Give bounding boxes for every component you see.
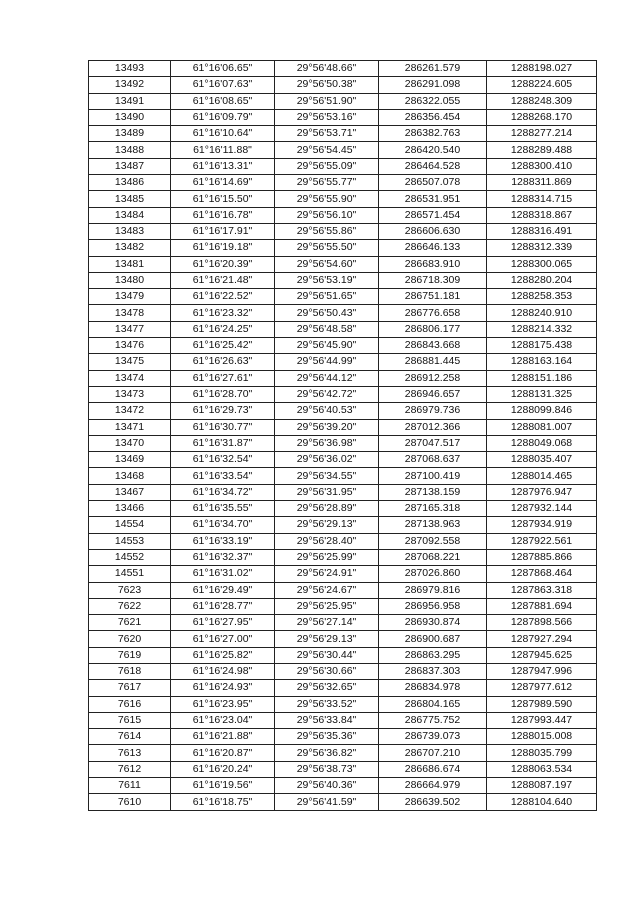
coordinates-table (88, 60, 597, 811)
easting-cell: 287012.366 (379, 419, 487, 435)
point-id-cell: 13478 (89, 305, 171, 321)
longitude-cell: 61°16'34.70" (171, 517, 275, 533)
table-row (89, 256, 597, 272)
longitude-cell: 61°16'35.55" (171, 501, 275, 517)
table-row (89, 126, 597, 142)
table-row (89, 582, 597, 598)
northing-cell: 1287863.318 (487, 582, 597, 598)
easting-cell: 286775.752 (379, 712, 487, 728)
northing-cell: 1288289.488 (487, 142, 597, 158)
point-id-cell: 13490 (89, 109, 171, 125)
longitude-cell: 61°16'20.24" (171, 761, 275, 777)
northing-cell: 1288035.799 (487, 745, 597, 761)
table-row (89, 109, 597, 125)
table-row (89, 696, 597, 712)
point-id-cell: 7621 (89, 615, 171, 631)
easting-cell: 286707.210 (379, 745, 487, 761)
easting-cell: 286464.528 (379, 158, 487, 174)
point-id-cell: 7612 (89, 761, 171, 777)
northing-cell: 1288311.869 (487, 175, 597, 191)
latitude-cell: 29°56'55.50" (275, 240, 379, 256)
latitude-cell: 29°56'54.45" (275, 142, 379, 158)
table-row (89, 435, 597, 451)
longitude-cell: 61°16'08.65" (171, 93, 275, 109)
latitude-cell: 29°56'34.55" (275, 468, 379, 484)
table-row (89, 305, 597, 321)
northing-cell: 1288224.605 (487, 77, 597, 93)
easting-cell: 286664.979 (379, 778, 487, 794)
table-row (89, 77, 597, 93)
easting-cell: 287138.963 (379, 517, 487, 533)
northing-cell: 1288300.410 (487, 158, 597, 174)
table-row (89, 289, 597, 305)
table-row (89, 761, 597, 777)
table-row (89, 712, 597, 728)
point-id-cell: 13470 (89, 435, 171, 451)
northing-cell: 1288087.197 (487, 778, 597, 794)
longitude-cell: 61°16'17.91" (171, 223, 275, 239)
longitude-cell: 61°16'33.54" (171, 468, 275, 484)
northing-cell: 1288163.164 (487, 354, 597, 370)
table-row (89, 631, 597, 647)
latitude-cell: 29°56'50.43" (275, 305, 379, 321)
latitude-cell: 29°56'35.36" (275, 729, 379, 745)
longitude-cell: 61°16'28.77" (171, 598, 275, 614)
table-row (89, 663, 597, 679)
point-id-cell: 13493 (89, 61, 171, 77)
point-id-cell: 13475 (89, 354, 171, 370)
northing-cell: 1288081.007 (487, 419, 597, 435)
longitude-cell: 61°16'23.32" (171, 305, 275, 321)
northing-cell: 1288280.204 (487, 272, 597, 288)
longitude-cell: 61°16'25.42" (171, 338, 275, 354)
northing-cell: 1288104.640 (487, 794, 597, 810)
point-id-cell: 13483 (89, 223, 171, 239)
table-row (89, 729, 597, 745)
table-row (89, 501, 597, 517)
longitude-cell: 61°16'31.87" (171, 435, 275, 451)
longitude-cell: 61°16'28.70" (171, 386, 275, 402)
point-id-cell: 13479 (89, 289, 171, 305)
longitude-cell: 61°16'14.69" (171, 175, 275, 191)
northing-cell: 1288063.534 (487, 761, 597, 777)
latitude-cell: 29°56'56.10" (275, 207, 379, 223)
longitude-cell: 61°16'27.00" (171, 631, 275, 647)
point-id-cell: 7613 (89, 745, 171, 761)
table-row (89, 517, 597, 533)
latitude-cell: 29°56'30.66" (275, 663, 379, 679)
latitude-cell: 29°56'25.95" (275, 598, 379, 614)
longitude-cell: 61°16'23.04" (171, 712, 275, 728)
table-row (89, 370, 597, 386)
northing-cell: 1288258.353 (487, 289, 597, 305)
latitude-cell: 29°56'29.13" (275, 517, 379, 533)
northing-cell: 1287932.144 (487, 501, 597, 517)
northing-cell: 1287885.866 (487, 549, 597, 565)
latitude-cell: 29°56'53.71" (275, 126, 379, 142)
easting-cell: 286639.502 (379, 794, 487, 810)
longitude-cell: 61°16'24.25" (171, 321, 275, 337)
latitude-cell: 29°56'24.67" (275, 582, 379, 598)
point-id-cell: 13480 (89, 272, 171, 288)
easting-cell: 286356.454 (379, 109, 487, 125)
longitude-cell: 61°16'34.72" (171, 484, 275, 500)
easting-cell: 286261.579 (379, 61, 487, 77)
table-row (89, 240, 597, 256)
point-id-cell: 13473 (89, 386, 171, 402)
easting-cell: 286912.258 (379, 370, 487, 386)
latitude-cell: 29°56'40.36" (275, 778, 379, 794)
easting-cell: 286946.657 (379, 386, 487, 402)
longitude-cell: 61°16'29.49" (171, 582, 275, 598)
easting-cell: 286806.177 (379, 321, 487, 337)
point-id-cell: 13472 (89, 403, 171, 419)
latitude-cell: 29°56'48.58" (275, 321, 379, 337)
longitude-cell: 61°16'30.77" (171, 419, 275, 435)
easting-cell: 286776.658 (379, 305, 487, 321)
coordinates-table-body (89, 61, 597, 811)
northing-cell: 1288151.186 (487, 370, 597, 386)
northing-cell: 1288248.309 (487, 93, 597, 109)
northing-cell: 1288214.332 (487, 321, 597, 337)
easting-cell: 286382.763 (379, 126, 487, 142)
longitude-cell: 61°16'32.37" (171, 549, 275, 565)
easting-cell: 286834.978 (379, 680, 487, 696)
longitude-cell: 61°16'20.39" (171, 256, 275, 272)
northing-cell: 1288316.491 (487, 223, 597, 239)
table-row (89, 615, 597, 631)
point-id-cell: 13487 (89, 158, 171, 174)
table-row (89, 142, 597, 158)
easting-cell: 287138.159 (379, 484, 487, 500)
longitude-cell: 61°16'16.78" (171, 207, 275, 223)
northing-cell: 1288175.438 (487, 338, 597, 354)
point-id-cell: 13485 (89, 191, 171, 207)
point-id-cell: 13484 (89, 207, 171, 223)
table-row (89, 321, 597, 337)
table-row (89, 354, 597, 370)
table-row (89, 484, 597, 500)
latitude-cell: 29°56'42.72" (275, 386, 379, 402)
longitude-cell: 61°16'06.65" (171, 61, 275, 77)
easting-cell: 287068.221 (379, 549, 487, 565)
latitude-cell: 29°56'51.65" (275, 289, 379, 305)
northing-cell: 1287989.590 (487, 696, 597, 712)
longitude-cell: 61°16'19.56" (171, 778, 275, 794)
longitude-cell: 61°16'11.88" (171, 142, 275, 158)
longitude-cell: 61°16'25.82" (171, 647, 275, 663)
easting-cell: 286420.540 (379, 142, 487, 158)
northing-cell: 1287993.447 (487, 712, 597, 728)
easting-cell: 286881.445 (379, 354, 487, 370)
point-id-cell: 14554 (89, 517, 171, 533)
easting-cell: 287100.419 (379, 468, 487, 484)
longitude-cell: 61°16'27.61" (171, 370, 275, 386)
longitude-cell: 61°16'15.50" (171, 191, 275, 207)
northing-cell: 1287945.625 (487, 647, 597, 663)
latitude-cell: 29°56'41.59" (275, 794, 379, 810)
northing-cell: 1288014.465 (487, 468, 597, 484)
table-row (89, 419, 597, 435)
latitude-cell: 29°56'53.19" (275, 272, 379, 288)
easting-cell: 286863.295 (379, 647, 487, 663)
easting-cell: 286900.687 (379, 631, 487, 647)
point-id-cell: 7622 (89, 598, 171, 614)
easting-cell: 286718.309 (379, 272, 487, 288)
longitude-cell: 61°16'21.88" (171, 729, 275, 745)
easting-cell: 286843.668 (379, 338, 487, 354)
easting-cell: 287068.637 (379, 452, 487, 468)
latitude-cell: 29°56'51.90" (275, 93, 379, 109)
latitude-cell: 29°56'39.20" (275, 419, 379, 435)
latitude-cell: 29°56'25.99" (275, 549, 379, 565)
table-row (89, 533, 597, 549)
latitude-cell: 29°56'38.73" (275, 761, 379, 777)
table-row (89, 175, 597, 191)
easting-cell: 287092.558 (379, 533, 487, 549)
latitude-cell: 29°56'55.09" (275, 158, 379, 174)
point-id-cell: 7620 (89, 631, 171, 647)
northing-cell: 1287868.464 (487, 566, 597, 582)
point-id-cell: 14552 (89, 549, 171, 565)
northing-cell: 1288099.846 (487, 403, 597, 419)
easting-cell: 286507.078 (379, 175, 487, 191)
latitude-cell: 29°56'28.40" (275, 533, 379, 549)
table-row (89, 778, 597, 794)
table-row (89, 93, 597, 109)
longitude-cell: 61°16'13.31" (171, 158, 275, 174)
latitude-cell: 29°56'36.02" (275, 452, 379, 468)
latitude-cell: 29°56'31.95" (275, 484, 379, 500)
longitude-cell: 61°16'32.54" (171, 452, 275, 468)
latitude-cell: 29°56'28.89" (275, 501, 379, 517)
longitude-cell: 61°16'07.63" (171, 77, 275, 93)
point-id-cell: 7616 (89, 696, 171, 712)
point-id-cell: 7615 (89, 712, 171, 728)
point-id-cell: 13482 (89, 240, 171, 256)
easting-cell: 286531.951 (379, 191, 487, 207)
table-row (89, 272, 597, 288)
point-id-cell: 7610 (89, 794, 171, 810)
latitude-cell: 29°56'36.98" (275, 435, 379, 451)
table-row (89, 549, 597, 565)
northing-cell: 1288198.027 (487, 61, 597, 77)
table-row (89, 452, 597, 468)
latitude-cell: 29°56'53.16" (275, 109, 379, 125)
northing-cell: 1287977.612 (487, 680, 597, 696)
longitude-cell: 61°16'23.95" (171, 696, 275, 712)
latitude-cell: 29°56'40.53" (275, 403, 379, 419)
longitude-cell: 61°16'09.79" (171, 109, 275, 125)
easting-cell: 286837.303 (379, 663, 487, 679)
longitude-cell: 61°16'33.19" (171, 533, 275, 549)
point-id-cell: 7623 (89, 582, 171, 598)
northing-cell: 1288035.407 (487, 452, 597, 468)
point-id-cell: 14551 (89, 566, 171, 582)
easting-cell: 286683.910 (379, 256, 487, 272)
easting-cell: 286686.674 (379, 761, 487, 777)
point-id-cell: 13476 (89, 338, 171, 354)
table-row (89, 191, 597, 207)
table-row (89, 338, 597, 354)
table-row (89, 745, 597, 761)
point-id-cell: 13467 (89, 484, 171, 500)
easting-cell: 286291.098 (379, 77, 487, 93)
latitude-cell: 29°56'55.77" (275, 175, 379, 191)
latitude-cell: 29°56'44.12" (275, 370, 379, 386)
point-id-cell: 7614 (89, 729, 171, 745)
point-id-cell: 13489 (89, 126, 171, 142)
latitude-cell: 29°56'29.13" (275, 631, 379, 647)
easting-cell: 286646.133 (379, 240, 487, 256)
table-row (89, 468, 597, 484)
point-id-cell: 7611 (89, 778, 171, 794)
point-id-cell: 7618 (89, 663, 171, 679)
longitude-cell: 61°16'22.52" (171, 289, 275, 305)
point-id-cell: 13468 (89, 468, 171, 484)
easting-cell: 286571.454 (379, 207, 487, 223)
latitude-cell: 29°56'50.38" (275, 77, 379, 93)
table-row (89, 158, 597, 174)
northing-cell: 1287947.996 (487, 663, 597, 679)
table-row (89, 794, 597, 810)
latitude-cell: 29°56'45.90" (275, 338, 379, 354)
latitude-cell: 29°56'27.14" (275, 615, 379, 631)
point-id-cell: 13486 (89, 175, 171, 191)
longitude-cell: 61°16'19.18" (171, 240, 275, 256)
longitude-cell: 61°16'10.64" (171, 126, 275, 142)
latitude-cell: 29°56'54.60" (275, 256, 379, 272)
point-id-cell: 13466 (89, 501, 171, 517)
longitude-cell: 61°16'21.48" (171, 272, 275, 288)
point-id-cell: 7617 (89, 680, 171, 696)
table-row (89, 403, 597, 419)
northing-cell: 1288131.325 (487, 386, 597, 402)
table-row (89, 61, 597, 77)
point-id-cell: 13471 (89, 419, 171, 435)
easting-cell: 286979.816 (379, 582, 487, 598)
northing-cell: 1287898.566 (487, 615, 597, 631)
easting-cell: 286804.165 (379, 696, 487, 712)
table-row (89, 680, 597, 696)
easting-cell: 286956.958 (379, 598, 487, 614)
table-row (89, 566, 597, 582)
table-row (89, 386, 597, 402)
northing-cell: 1288300.065 (487, 256, 597, 272)
northing-cell: 1288314.715 (487, 191, 597, 207)
longitude-cell: 61°16'24.98" (171, 663, 275, 679)
northing-cell: 1288277.214 (487, 126, 597, 142)
northing-cell: 1287934.919 (487, 517, 597, 533)
point-id-cell: 13469 (89, 452, 171, 468)
easting-cell: 286751.181 (379, 289, 487, 305)
northing-cell: 1288240.910 (487, 305, 597, 321)
table-row (89, 598, 597, 614)
easting-cell: 287165.318 (379, 501, 487, 517)
northing-cell: 1288318.867 (487, 207, 597, 223)
table-row (89, 223, 597, 239)
point-id-cell: 13488 (89, 142, 171, 158)
latitude-cell: 29°56'24.91" (275, 566, 379, 582)
easting-cell: 287047.517 (379, 435, 487, 451)
table-row (89, 207, 597, 223)
longitude-cell: 61°16'20.87" (171, 745, 275, 761)
latitude-cell: 29°56'33.84" (275, 712, 379, 728)
longitude-cell: 61°16'29.73" (171, 403, 275, 419)
northing-cell: 1287922.561 (487, 533, 597, 549)
easting-cell: 286606.630 (379, 223, 487, 239)
northing-cell: 1287881.694 (487, 598, 597, 614)
easting-cell: 286739.073 (379, 729, 487, 745)
table-row (89, 647, 597, 663)
point-id-cell: 13491 (89, 93, 171, 109)
longitude-cell: 61°16'31.02" (171, 566, 275, 582)
easting-cell: 286322.055 (379, 93, 487, 109)
latitude-cell: 29°56'30.44" (275, 647, 379, 663)
northing-cell: 1287927.294 (487, 631, 597, 647)
easting-cell: 287026.860 (379, 566, 487, 582)
point-id-cell: 14553 (89, 533, 171, 549)
northing-cell: 1288268.170 (487, 109, 597, 125)
latitude-cell: 29°56'48.66" (275, 61, 379, 77)
northing-cell: 1288049.068 (487, 435, 597, 451)
easting-cell: 286979.736 (379, 403, 487, 419)
point-id-cell: 7619 (89, 647, 171, 663)
latitude-cell: 29°56'55.90" (275, 191, 379, 207)
northing-cell: 1288312.339 (487, 240, 597, 256)
latitude-cell: 29°56'33.52" (275, 696, 379, 712)
point-id-cell: 13477 (89, 321, 171, 337)
easting-cell: 286930.874 (379, 615, 487, 631)
longitude-cell: 61°16'27.95" (171, 615, 275, 631)
point-id-cell: 13481 (89, 256, 171, 272)
longitude-cell: 61°16'24.93" (171, 680, 275, 696)
latitude-cell: 29°56'32.65" (275, 680, 379, 696)
latitude-cell: 29°56'36.82" (275, 745, 379, 761)
point-id-cell: 13474 (89, 370, 171, 386)
point-id-cell: 13492 (89, 77, 171, 93)
longitude-cell: 61°16'26.63" (171, 354, 275, 370)
northing-cell: 1287976.947 (487, 484, 597, 500)
longitude-cell: 61°16'18.75" (171, 794, 275, 810)
northing-cell: 1288015.008 (487, 729, 597, 745)
latitude-cell: 29°56'55.86" (275, 223, 379, 239)
latitude-cell: 29°56'44.99" (275, 354, 379, 370)
